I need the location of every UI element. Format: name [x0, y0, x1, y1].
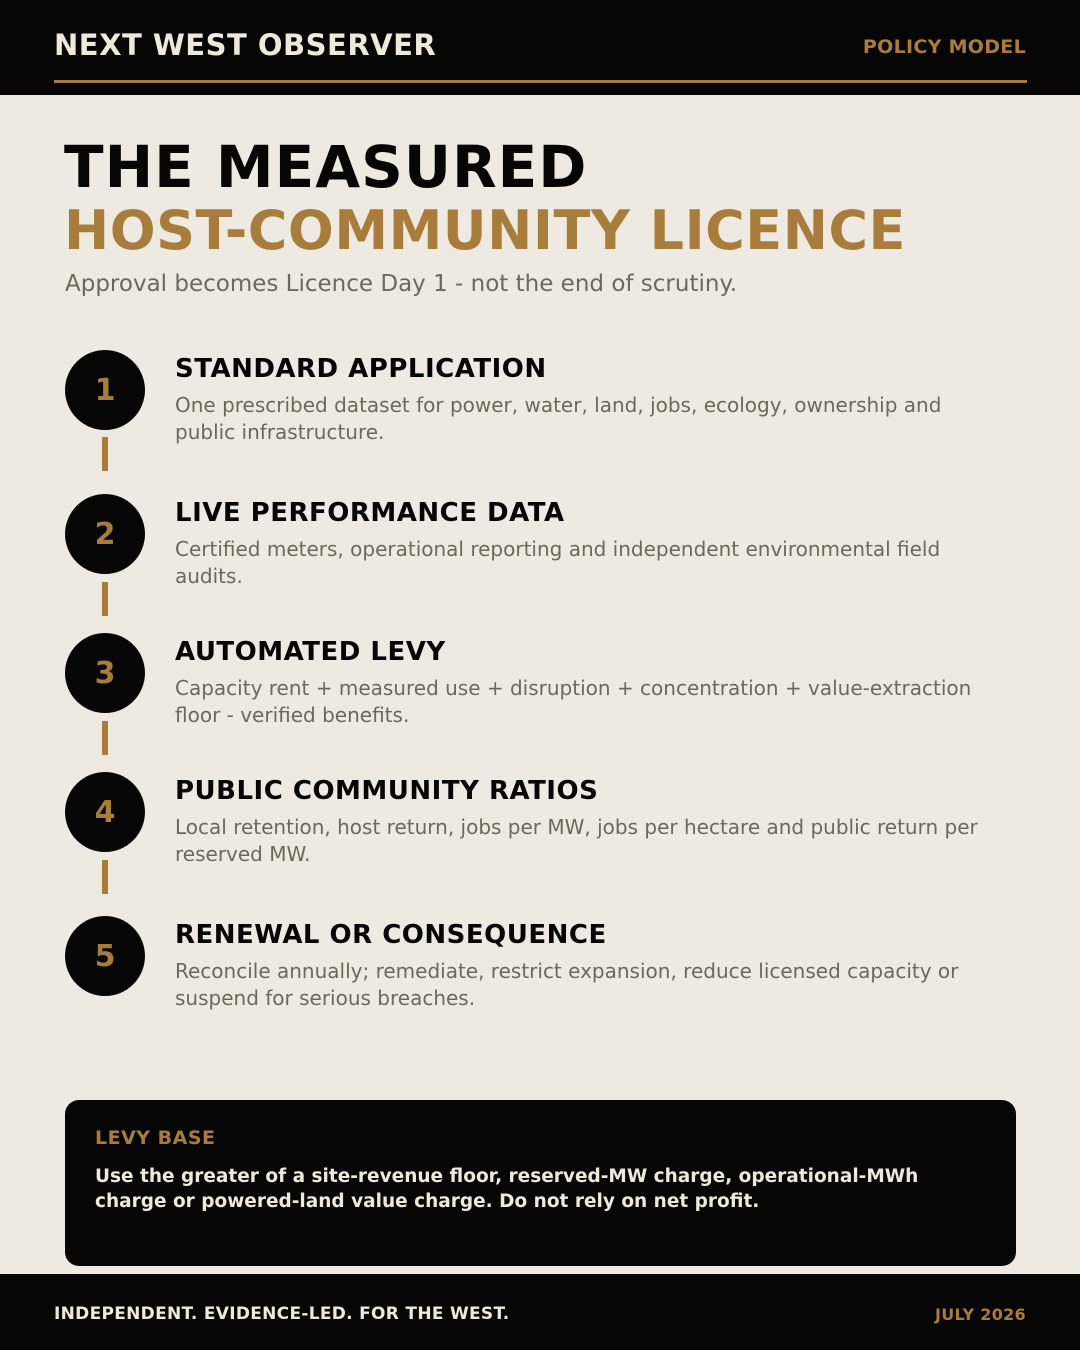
step-title: STANDARD APPLICATION — [175, 354, 547, 384]
step-title: RENEWAL OR CONSEQUENCE — [175, 920, 607, 950]
step-description: One prescribed dataset for power, water, land, jobs, ecology, ownership and public infrastructure. — [175, 393, 942, 444]
step-number-badge: 2 — [65, 494, 145, 574]
headline-line-2: HOST-COMMUNITY LICENCE — [64, 199, 906, 262]
step-number-badge: 4 — [65, 772, 145, 852]
step-title: LIVE PERFORMANCE DATA — [175, 498, 565, 528]
step-number-badge: 3 — [65, 633, 145, 713]
step-number-badge: 5 — [65, 916, 145, 996]
step-title: AUTOMATED LEVY — [175, 637, 446, 667]
footer-tagline: INDEPENDENT. EVIDENCE-LED. FOR THE WEST. — [54, 1304, 510, 1324]
step-description: Local retention, host return, jobs per MW, jobs per hectare and public return per reserved MW. — [175, 815, 978, 866]
timeline-connector — [102, 582, 108, 616]
headline-line-1: THE MEASURED — [64, 133, 588, 201]
levy-base-callout — [65, 1100, 1016, 1266]
step-description: Capacity rent + measured use + disruption + concentration + value-extraction floor - verified benefits. — [175, 676, 972, 727]
callout-label: LEVY BASE — [95, 1127, 216, 1149]
callout-text: Use the greater of a site-revenue floor, reserved-MW charge, operational-MWh charge or powered-land value charge. Do not rely on net profit. — [95, 1166, 919, 1212]
step-description: Reconcile annually; remediate, restrict expansion, reduce licensed capacity or suspend for serious breaches. — [175, 959, 959, 1010]
section-tag: POLICY MODEL — [862, 36, 1026, 58]
step-description: Certified meters, operational reporting and independent environmental field audits. — [175, 537, 941, 588]
publication-name: NEXT WEST OBSERVER — [54, 28, 437, 62]
header-divider — [54, 80, 1027, 83]
timeline-connector — [102, 437, 108, 471]
timeline-connector — [102, 860, 108, 894]
step-title: PUBLIC COMMUNITY RATIOS — [175, 776, 599, 806]
step-number-badge: 1 — [65, 350, 145, 430]
footer-date: JULY 2026 — [934, 1305, 1026, 1324]
subheadline: Approval becomes Licence Day 1 - not the end of scrutiny. — [65, 271, 738, 297]
footer — [0, 1274, 1080, 1350]
masthead — [0, 0, 1080, 95]
timeline-connector — [102, 721, 108, 755]
